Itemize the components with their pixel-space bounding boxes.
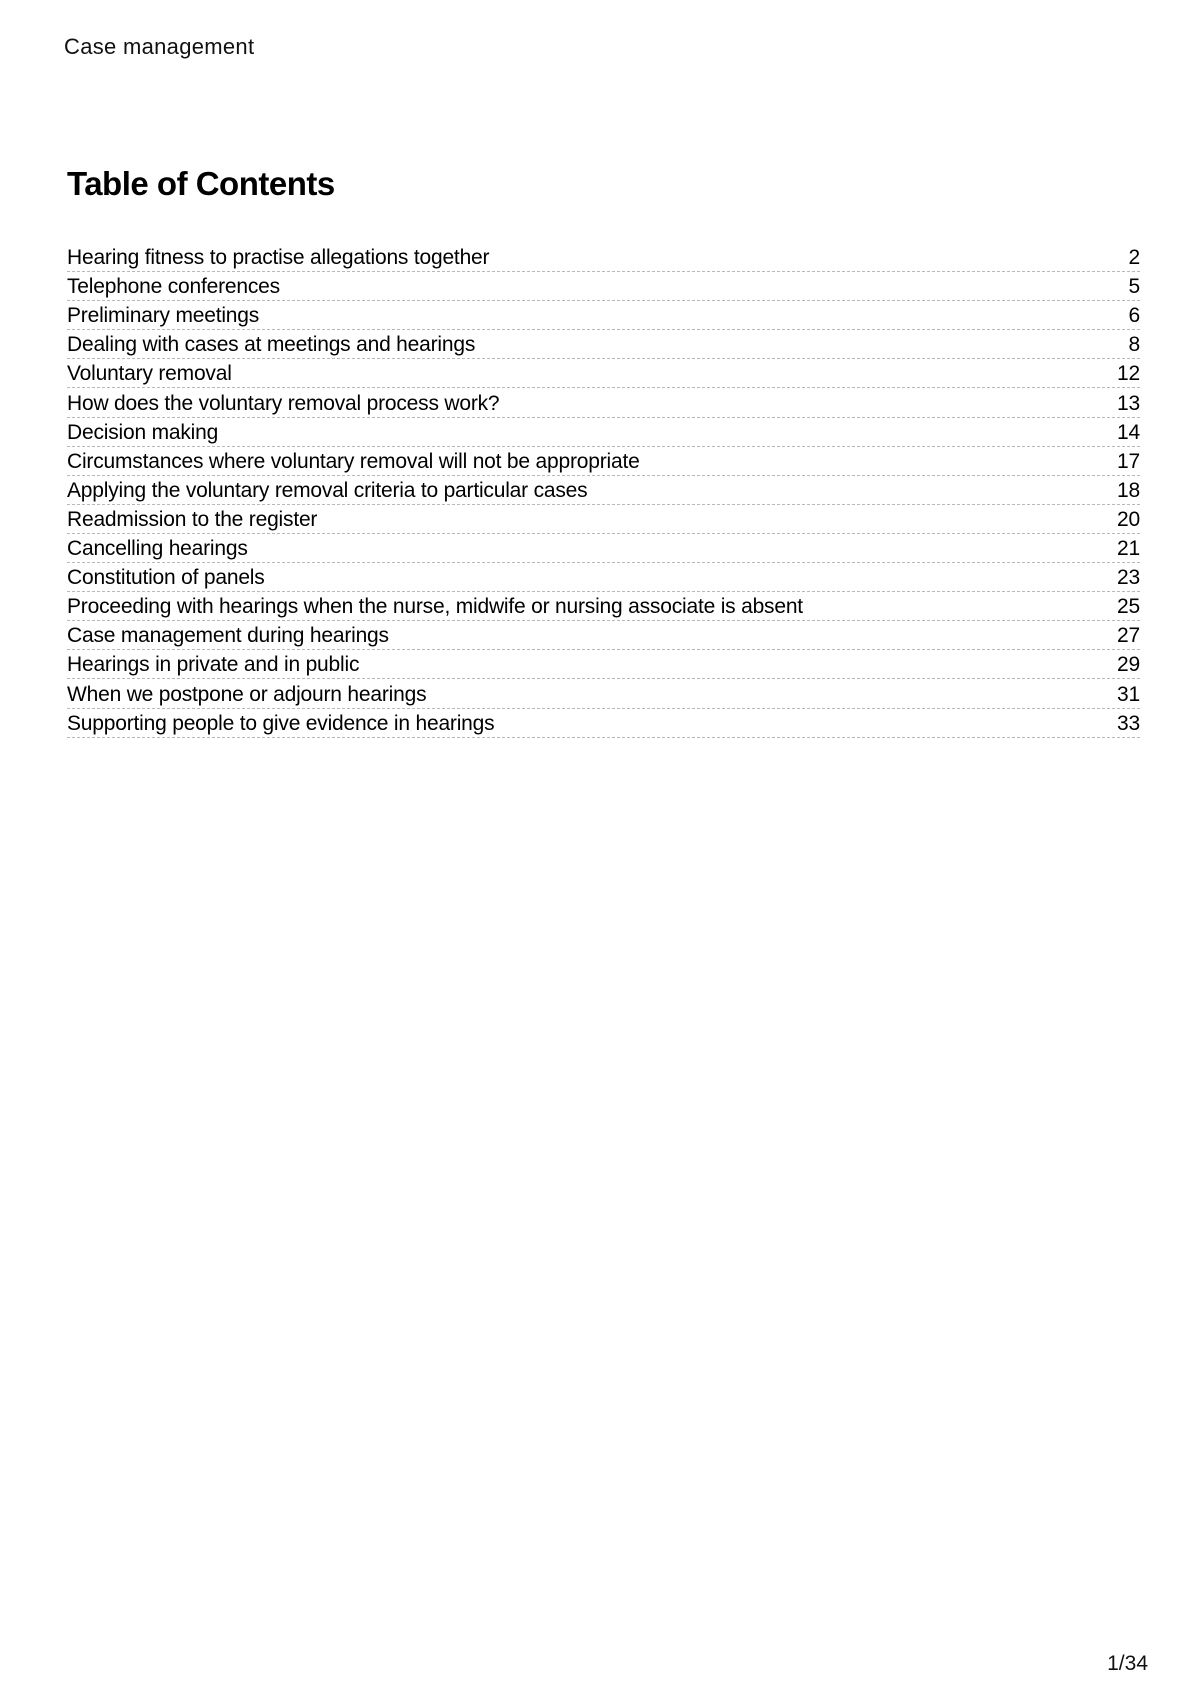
toc-entry-text: How does the voluntary removal process work? <box>67 391 500 415</box>
toc-entry-page: 13 <box>1117 391 1140 415</box>
toc-entry-text: Dealing with cases at meetings and hearings <box>67 333 476 357</box>
toc-entry-text: Hearings in private and in public <box>67 653 360 677</box>
toc-entry-page: 8 <box>1128 333 1140 357</box>
toc-entry-constitution-of-panels[interactable] <box>67 563 1140 592</box>
toc-list <box>67 243 1140 738</box>
toc-entry-page: 27 <box>1117 624 1140 648</box>
toc-entry-supporting-evidence[interactable] <box>67 709 1140 738</box>
toc-entry-text: Case management during hearings <box>67 624 389 648</box>
toc-entry-text: Circumstances where voluntary removal will not be appropriate <box>67 449 640 473</box>
toc-entry-page: 23 <box>1117 566 1140 590</box>
running-header: Case management <box>64 34 255 59</box>
toc-entry-text: Decision making <box>67 420 219 444</box>
toc-entry-text: Readmission to the register <box>67 507 318 531</box>
toc-entry-page: 29 <box>1117 653 1140 677</box>
toc-entry-text: Supporting people to give evidence in hearings <box>67 711 495 735</box>
toc-entry-circumstances[interactable] <box>67 447 1140 476</box>
toc-entry-page: 25 <box>1117 595 1140 619</box>
toc-entry-cancelling-hearings[interactable] <box>67 534 1140 563</box>
toc-entry-dealing-with-cases[interactable] <box>67 330 1140 359</box>
toc-entry-page: 5 <box>1128 275 1140 299</box>
toc-entry-page: 12 <box>1117 362 1140 386</box>
toc-entry-text: Applying the voluntary removal criteria to particular cases <box>67 478 588 502</box>
toc-entry-page: 14 <box>1117 420 1140 444</box>
toc-entry-private-and-public[interactable] <box>67 650 1140 679</box>
toc-entry-page: 20 <box>1117 507 1140 531</box>
page-number: 1/34 <box>1107 1652 1148 1675</box>
toc-entry-proceeding-absent[interactable] <box>67 592 1140 621</box>
toc-entry-telephone-conferences[interactable] <box>67 272 1140 301</box>
toc-entry-page: 31 <box>1117 682 1140 706</box>
toc-title: Table of Contents <box>67 165 335 202</box>
toc-entry-text: Telephone conferences <box>67 275 280 299</box>
toc-entry-text: Voluntary removal <box>67 362 232 386</box>
toc-entry-hearing-fitness[interactable] <box>67 243 1140 272</box>
toc-entry-postpone-adjourn[interactable] <box>67 679 1140 708</box>
toc-entry-text: Preliminary meetings <box>67 304 260 328</box>
toc-entry-page: 17 <box>1117 449 1140 473</box>
toc-entry-case-management-during[interactable] <box>67 621 1140 650</box>
toc-entry-voluntary-removal-process[interactable] <box>67 388 1140 417</box>
toc-entry-applying-criteria[interactable] <box>67 476 1140 505</box>
toc-entry-text: Constitution of panels <box>67 566 265 590</box>
toc-entry-page: 2 <box>1128 246 1140 270</box>
toc-entry-text: Hearing fitness to practise allegations together <box>67 246 490 270</box>
toc-entry-text: When we postpone or adjourn hearings <box>67 682 427 706</box>
toc-entry-voluntary-removal[interactable] <box>67 359 1140 388</box>
toc-entry-decision-making[interactable] <box>67 418 1140 447</box>
toc-entry-text: Proceeding with hearings when the nurse, midwife or nursing associate is absent <box>67 595 803 619</box>
toc-entry-text: Cancelling hearings <box>67 537 248 561</box>
toc-entry-readmission[interactable] <box>67 505 1140 534</box>
toc-entry-page: 6 <box>1128 304 1140 328</box>
toc-entry-page: 21 <box>1117 537 1140 561</box>
toc-entry-page: 33 <box>1117 711 1140 735</box>
toc-entry-preliminary-meetings[interactable] <box>67 301 1140 330</box>
toc-entry-page: 18 <box>1117 478 1140 502</box>
